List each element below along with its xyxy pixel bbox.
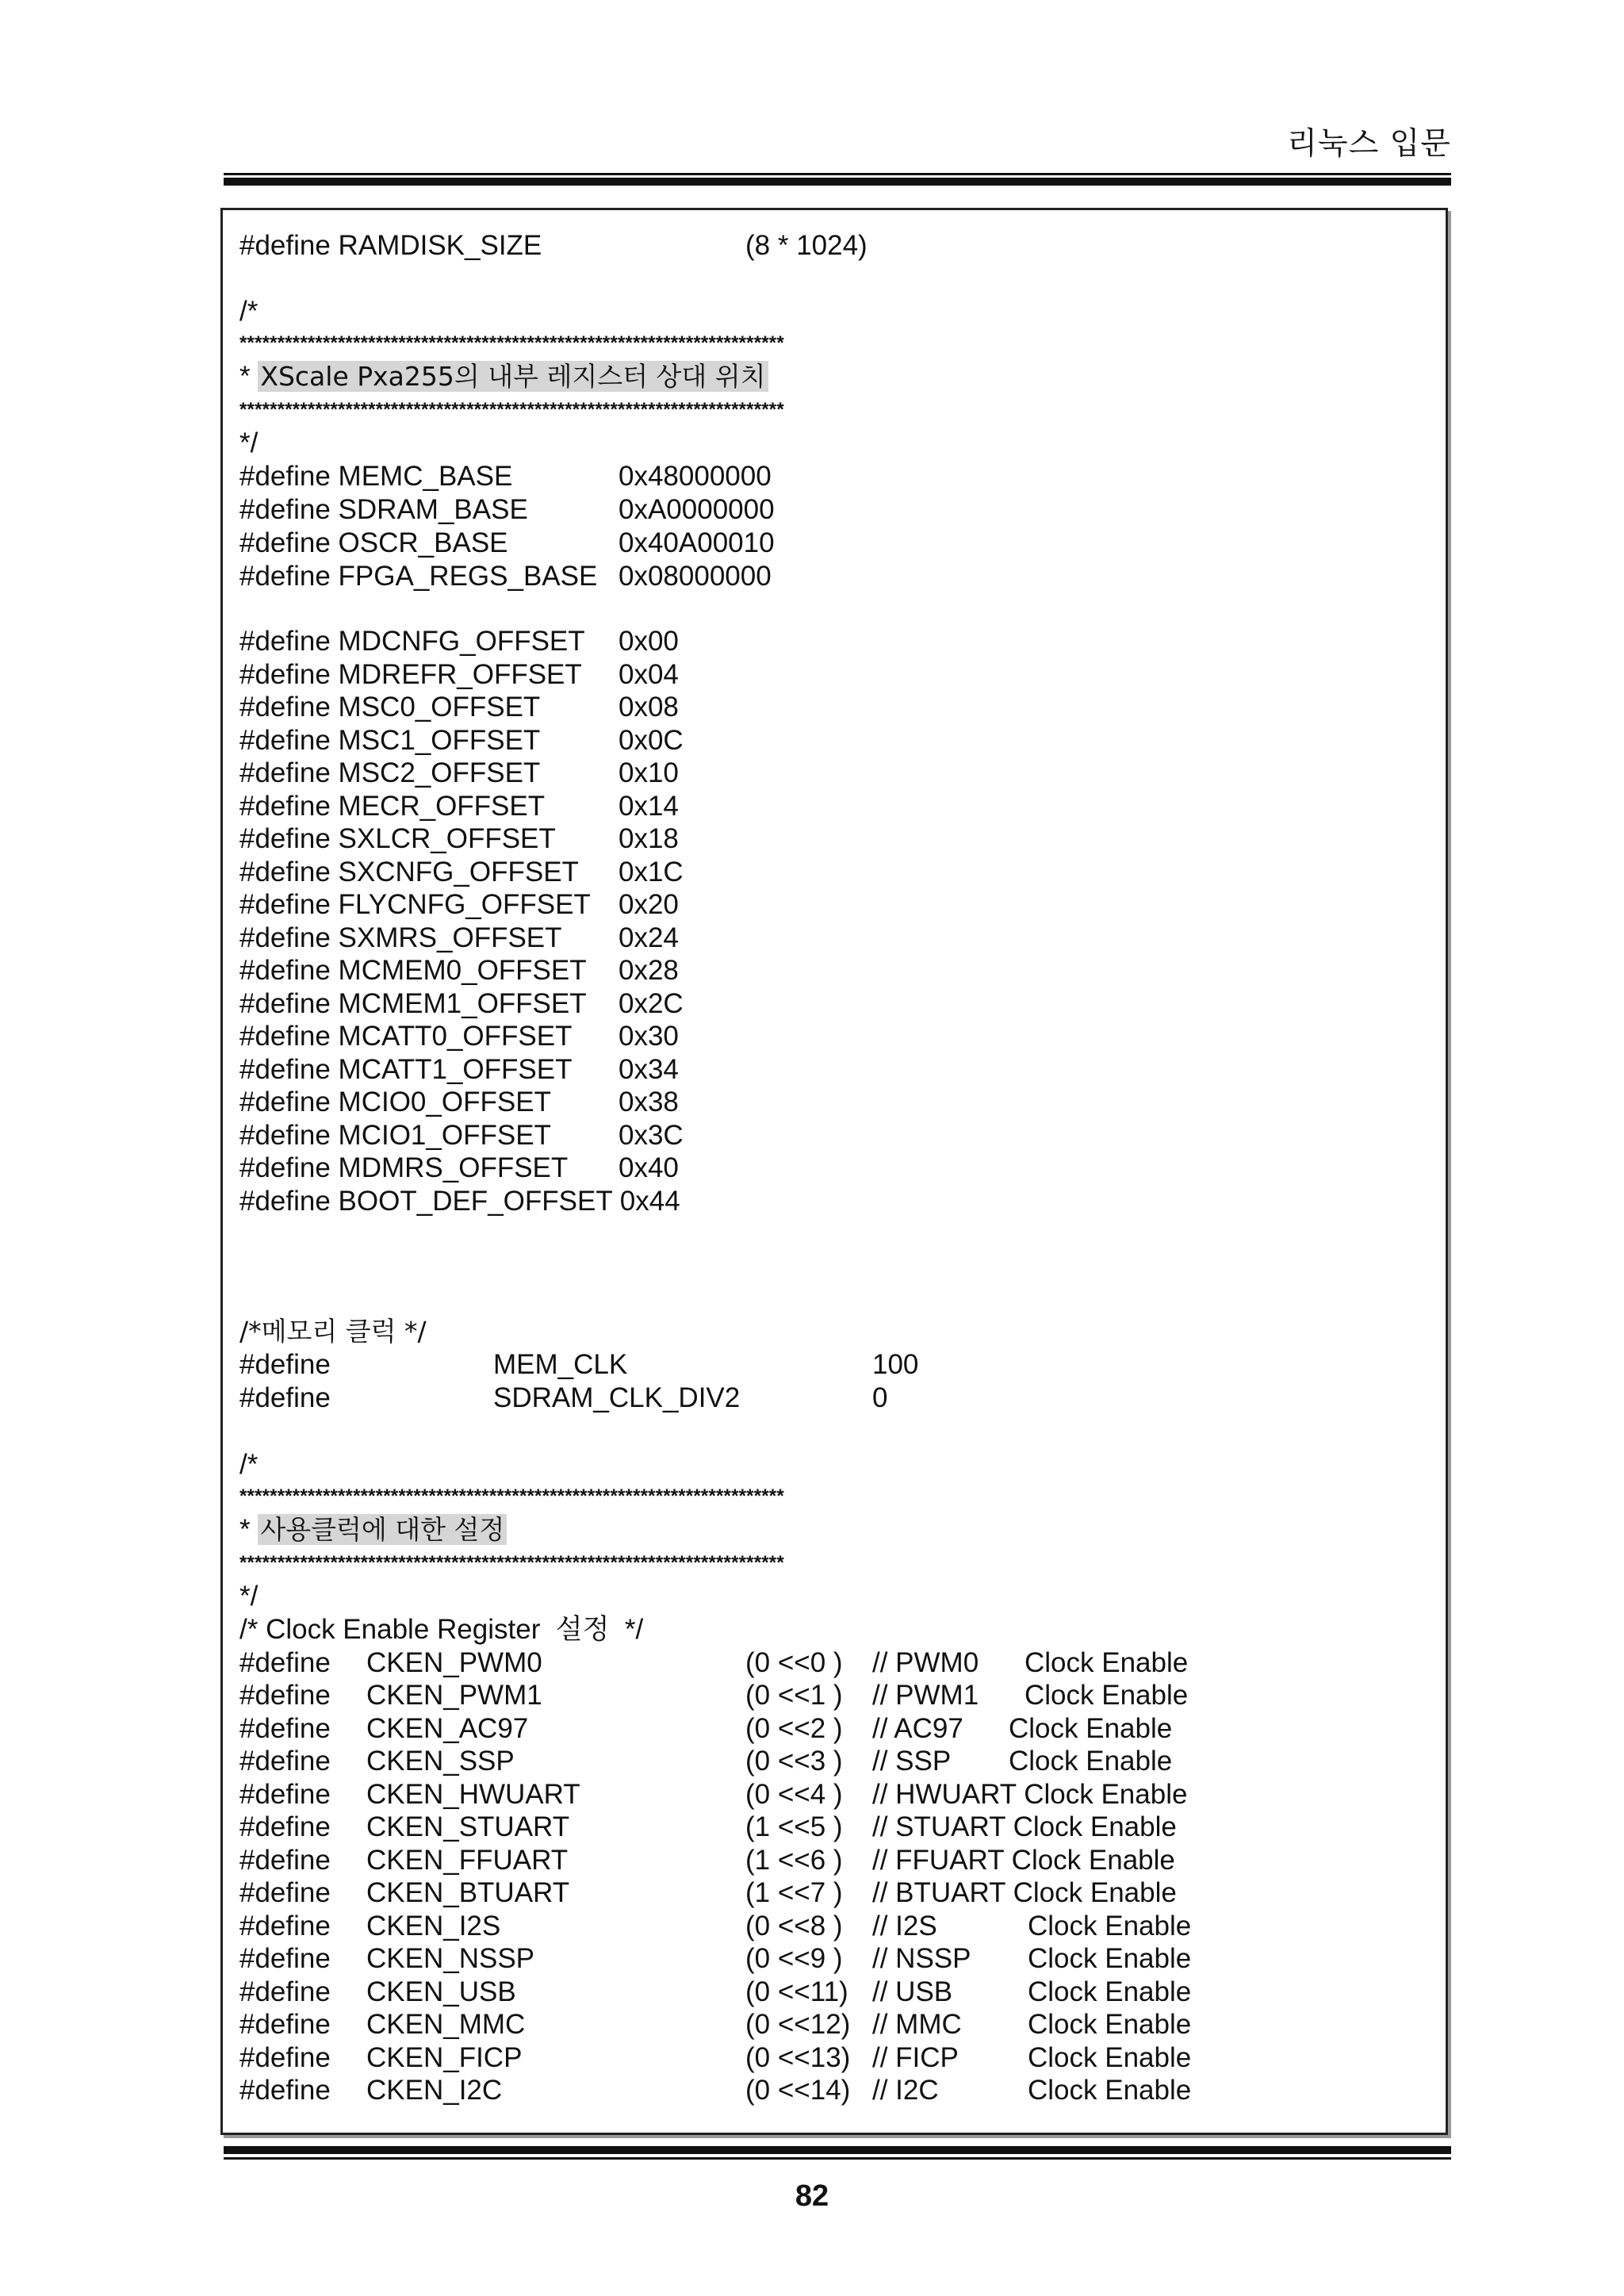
code-line: */	[239, 1581, 259, 1612]
header-rule-thin	[224, 173, 1451, 175]
code-line: #define CKEN_I2S (0 <<8 ) // I2S Clock Enable	[239, 1911, 1192, 1941]
code-line: #define OSCR_BASE 0x40A00010	[239, 527, 775, 558]
code-line: #define MECR_OFFSET 0x14	[239, 791, 679, 822]
code-line: /*	[239, 1449, 259, 1480]
footer-rule-thick	[224, 2146, 1451, 2154]
code-line: #define BOOT_DEF_OFFSET 0x44	[239, 1186, 680, 1217]
code-line: #define CKEN_MMC (0 <<12) // MMC Clock Enable	[239, 2009, 1192, 2040]
code-line: #define MCIO1_OFFSET 0x3C	[239, 1120, 684, 1151]
code-line: #define MSC1_OFFSET 0x0C	[239, 725, 684, 756]
code-line: #define CKEN_PWM1 (0 <<1 ) // PWM1 Clock Enable	[239, 1680, 1189, 1711]
code-line-section-title: * XScale Pxa255의 내부 레지스터 상대 위치	[0, 360, 31, 393]
code-line: #define FPGA_REGS_BASE 0x08000000	[239, 561, 772, 592]
page-number: 82	[795, 2179, 829, 2213]
code-line: #define CKEN_I2C (0 <<14) // I2C Clock Enable	[239, 2075, 1192, 2106]
code-line: #define MEM_CLK 100	[239, 1349, 919, 1380]
code-line: #define SDRAM_CLK_DIV2 0	[239, 1382, 888, 1413]
code-line: #define FLYCNFG_OFFSET 0x20	[239, 889, 679, 920]
code-line: #define MSC0_OFFSET 0x08	[239, 692, 679, 723]
code-line: #define CKEN_STUART (1 <<5 ) // STUART Clock Enable	[239, 1811, 1177, 1842]
code-line: #define MSC2_OFFSET 0x10	[239, 757, 679, 788]
running-header-title: 리눅스 입문	[1287, 126, 1451, 162]
code-line-asterisk-rule: ************************************************************************	[239, 332, 784, 354]
code-line: #define MCMEM0_OFFSET 0x28	[239, 955, 679, 986]
header-rule-thick	[224, 178, 1451, 186]
code-line: /*	[239, 296, 259, 327]
code-line: #define RAMDISK_SIZE (8 * 1024)	[239, 230, 868, 261]
code-line: #define CKEN_PWM0 (0 <<0 ) // PWM0 Clock Enable	[239, 1647, 1189, 1678]
code-line: #define MEMC_BASE 0x48000000	[239, 461, 772, 492]
code-line-comment: /*메모리 클럭 */	[239, 1316, 427, 1347]
code-line: #define SXMRS_OFFSET 0x24	[239, 922, 679, 953]
code-line: #define CKEN_BTUART (1 <<7 ) // BTUART Clock Enable	[239, 1877, 1177, 1908]
code-line-asterisk-rule: ************************************************************************	[239, 1485, 784, 1507]
code-line-asterisk-rule: ************************************************************************	[239, 399, 784, 420]
code-line: #define CKEN_USB (0 <<11) // USB Clock Enable	[239, 1976, 1192, 2007]
highlighted-heading: XScale Pxa255의 내부 레지스터 상대 위치	[258, 361, 768, 392]
code-line-comment: /* Clock Enable Register 설정 */	[239, 1614, 644, 1645]
code-line: #define CKEN_AC97 (0 <<2 ) // AC97 Clock Enable	[239, 1713, 1173, 1744]
code-line: #define SDRAM_BASE 0xA0000000	[239, 494, 775, 525]
code-line-section-title: * 사용클럭에 대한 설정	[0, 1513, 31, 1547]
code-line: #define CKEN_NSSP (0 <<9 ) // NSSP Clock Enable	[239, 1943, 1192, 1974]
code-line: #define CKEN_FICP (0 <<13) // FICP Clock Enable	[239, 2042, 1192, 2073]
code-line: #define CKEN_FFUART (1 <<6 ) // FFUART Clock Enable	[239, 1845, 1175, 1876]
code-line: #define MCATT0_OFFSET 0x30	[239, 1021, 679, 1052]
highlighted-heading: 사용클럭에 대한 설정	[258, 1514, 507, 1545]
code-line-asterisk-rule: ************************************************************************	[239, 1552, 784, 1573]
footer-rule-thin	[224, 2157, 1451, 2160]
code-line: #define MDREFR_OFFSET 0x04	[239, 659, 679, 690]
code-line: #define CKEN_HWUART (0 <<4 ) // HWUART Clock Enable	[239, 1779, 1188, 1810]
code-line: #define CKEN_SSP (0 <<3 ) // SSP Clock Enable	[239, 1746, 1173, 1777]
code-line: #define SXLCR_OFFSET 0x18	[239, 823, 679, 854]
code-line: */	[239, 427, 259, 458]
code-line: #define MDCNFG_OFFSET 0x00	[239, 626, 679, 657]
code-line: #define MCATT1_OFFSET 0x34	[239, 1054, 679, 1085]
code-line: #define SXCNFG_OFFSET 0x1C	[239, 857, 684, 887]
code-line: #define MCIO0_OFFSET 0x38	[239, 1087, 679, 1117]
code-line: #define MDMRS_OFFSET 0x40	[239, 1152, 679, 1183]
code-line: #define MCMEM1_OFFSET 0x2C	[239, 988, 684, 1019]
